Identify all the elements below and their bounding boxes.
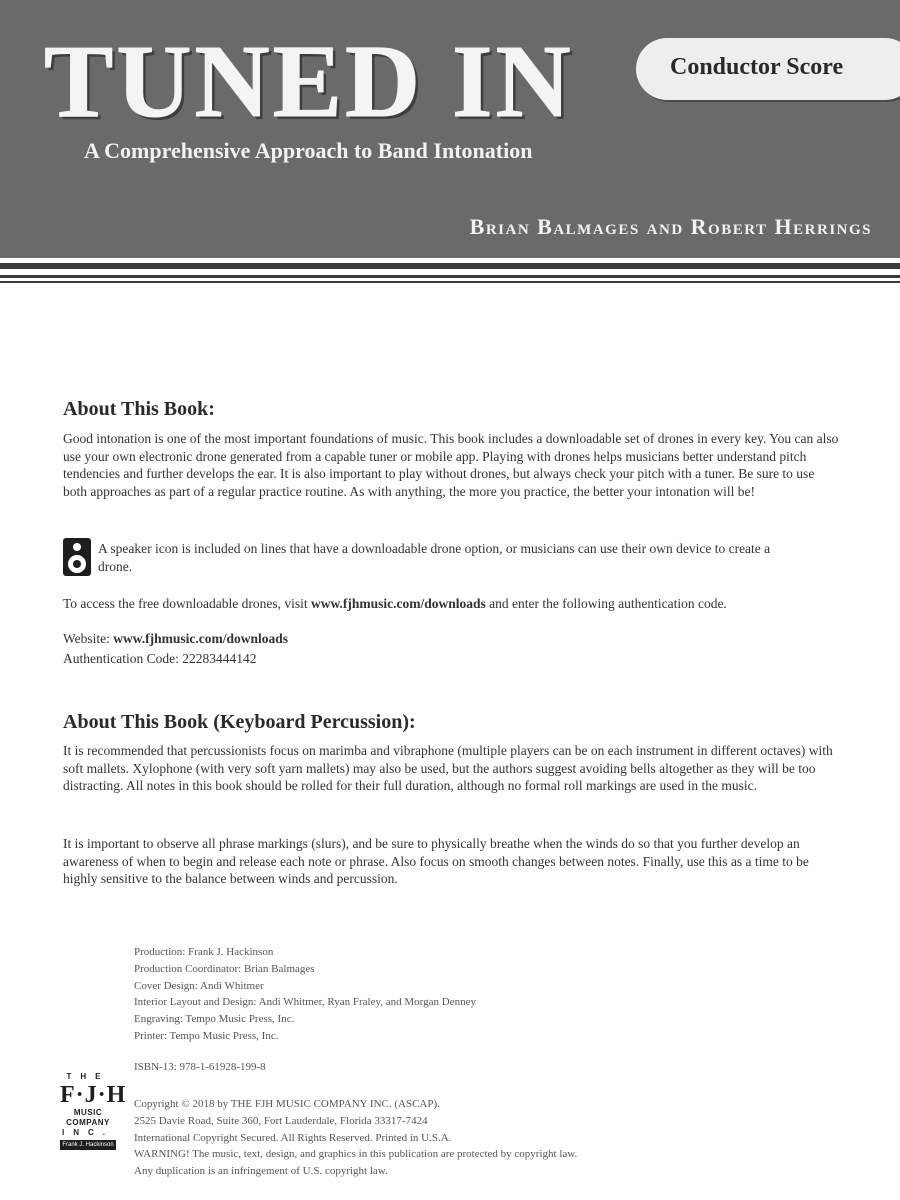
credit-line: Production: Frank J. Hackinson: [134, 946, 274, 958]
auth-code-line: [63, 650, 841, 668]
access-suffix: and enter the following authentication code.: [485, 596, 727, 611]
website-link[interactable]: www.fjhmusic.com/downloads: [113, 631, 289, 646]
speaker-note-text: A speaker icon is included on lines that have a downloadable drone option, or musicians can use their own device to create a drone.: [98, 541, 771, 574]
book-authors: Brian Balmages and Robert Herrings: [469, 214, 872, 239]
auth-label: Authentication Code:: [63, 651, 183, 666]
book-title: TUNED IN: [44, 24, 574, 139]
logo-the: THE: [66, 1072, 110, 1081]
access-prefix: To access the free downloadable drones, visit: [63, 596, 311, 611]
website-label: Website:: [63, 631, 114, 646]
speaker-icon: [63, 538, 91, 576]
access-instructions: [63, 595, 841, 613]
header-banner: [0, 0, 900, 258]
credit-line: Interior Layout and Design: Andi Whitmer, Ryan Fraley, and Morgan Denney: [134, 996, 476, 1009]
copyright-line: International Copyright Secured. All Rights Reserved. Printed in U.S.A.: [134, 1131, 452, 1144]
logo-inc: INC.: [62, 1128, 114, 1137]
copyright-line: Copyright © 2018 by THE FJH MUSIC COMPANY INC. (ASCAP).: [134, 1098, 440, 1110]
copyright-line: 2525 Davie Road, Suite 360, Fort Lauderdale, Florida 33317-7424: [134, 1114, 428, 1127]
conductor-score-label: Conductor Score: [670, 54, 844, 80]
isbn: ISBN-13: 978-1-61928-199-8: [134, 1061, 266, 1073]
keyboard-paragraph-1: It is recommended that percussionists focus on marimba and vibraphone (multiple players can be on each instrument in different octaves) with soft mallets. Xylophone (with very soft yarn mallets) may also be used, but the authors suggest avoiding bells altogether as they will be too distracting. All notes in this book should be rolled for their full duration, although no formal roll markings are used in the music.: [63, 743, 833, 793]
logo-founder: Frank J. Hackinson: [60, 1140, 116, 1150]
credit-line: Cover Design: Andi Whitmer: [134, 979, 264, 992]
logo-music: MUSIC: [73, 1108, 103, 1117]
speaker-note: [63, 538, 783, 578]
copyright-line: WARNING! The music, text, design, and graphics in this publication are protected by copyright law.: [134, 1148, 578, 1161]
keyboard-heading: About This Book (Keyboard Percussion):: [63, 711, 416, 733]
auth-code: 22283444142: [182, 651, 257, 666]
conductor-score-tab: [636, 38, 900, 100]
credit-line: Engraving: Tempo Music Press, Inc.: [134, 1013, 295, 1026]
about-paragraph: Good intonation is one of the most important foundations of music. This book includes a downloadable set of drones in every key. You can also use your own electronic drone generated from a capable tuner or mobile app. Playing with drones helps musicians better understand pitch tendencies and further develops the ear. It is also important to play without drones, but always check your pitch with a tuner. Be sure to use both approaches as part of a regular practice routine. As with anything, the more you practice, the better your intonation will be!: [63, 431, 839, 499]
production-credits: [134, 944, 694, 1045]
logo-company: COMPANY: [66, 1118, 110, 1127]
header-rule-medium: [0, 275, 900, 278]
copyright-line: Any duplication is an infringement of U.S. copyright law.: [134, 1165, 388, 1178]
website-line: [63, 630, 841, 648]
book-subtitle: A Comprehensive Approach to Band Intonation: [84, 138, 533, 163]
keyboard-paragraph-2: It is important to observe all phrase markings (slurs), and be sure to physically breathe when the winds do so that you further develop an awareness of when to begin and release each note or phrase. Also focus on smooth changes between notes. Finally, use this as a time to be highly sensitive to the balance between winds and percussion.: [63, 836, 809, 886]
header-rule-thin: [0, 281, 900, 283]
access-link[interactable]: www.fjhmusic.com/downloads: [310, 596, 486, 611]
about-heading: About This Book:: [63, 398, 215, 420]
header-rule-thick: [0, 263, 900, 269]
fjh-logo: [60, 1072, 127, 1176]
credit-line: Printer: Tempo Music Press, Inc.: [134, 1029, 279, 1042]
copyright-notice: [134, 1096, 694, 1180]
logo-fjh: F·J·H: [60, 1082, 127, 1108]
credit-line: Production Coordinator: Brian Balmages: [134, 962, 315, 975]
